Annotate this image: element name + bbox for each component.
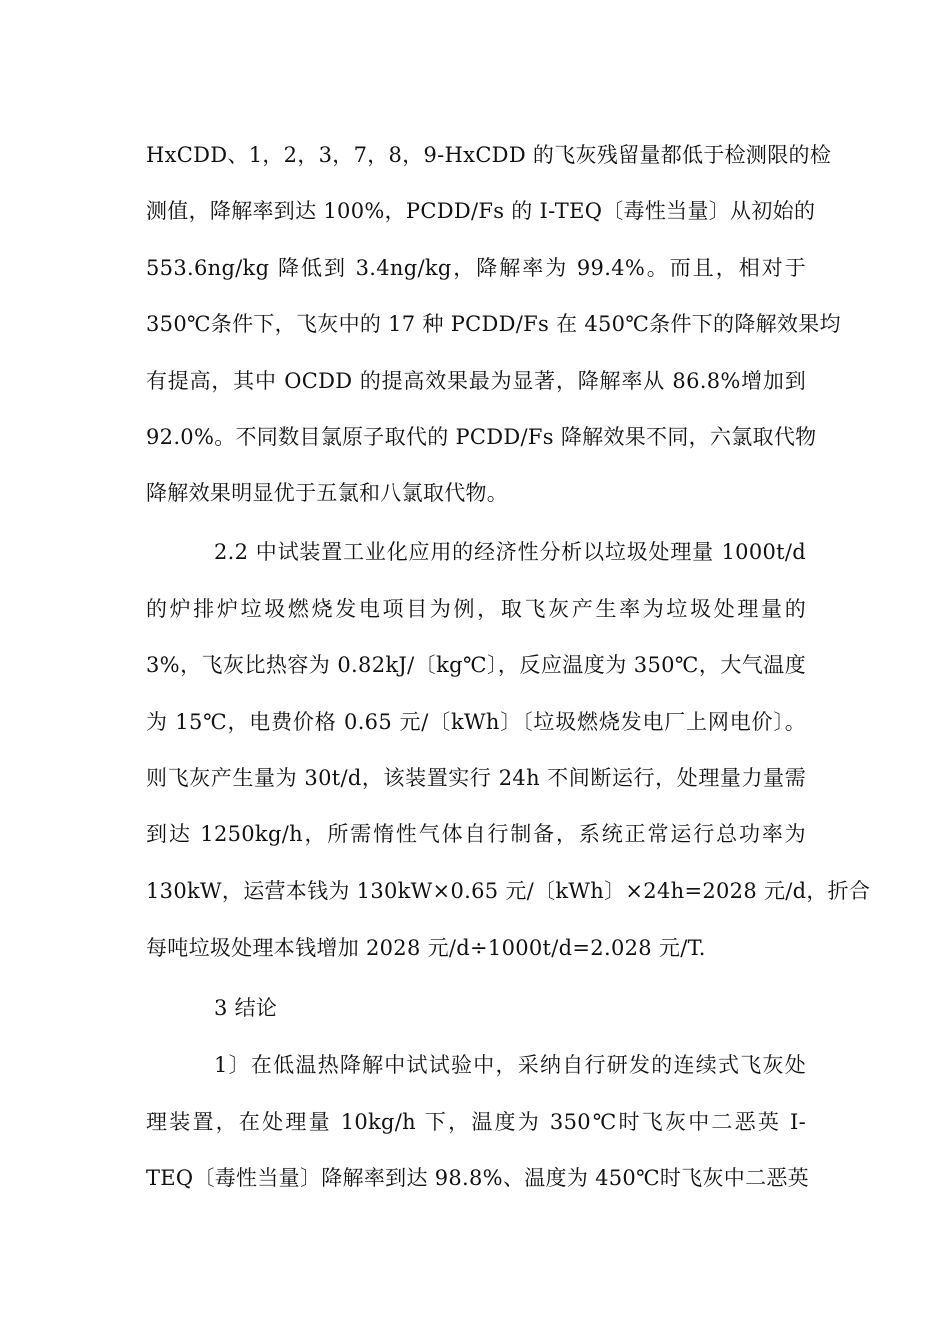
body-text-line: 降解效果明显优于五氯和八氯取代物。 — [146, 481, 509, 505]
body-text-line: 每吨垃圾处理本钱增加 2028 元/d÷1000t/d=2.028 元/T. — [146, 936, 706, 960]
body-text-line: 则飞灰产生量为 30t/d，该装置实行 24h 不间断运行，处理量力量需 — [146, 766, 806, 790]
section-lead-line: 2.2 中试装置工业化应用的经济性分析以垃圾处理量 1000t/d — [214, 540, 806, 564]
body-text-line: 92.0%。不同数目氯原子取代的 PCDD/Fs 降解效果不同，六氯取代物 — [146, 425, 817, 449]
body-text-line: TEQ〔毒性当量〕降解率到达 98.8%、温度为 450℃时飞灰中二恶英 — [146, 1166, 809, 1190]
body-text-line: 测值，降解率到达 100%，PCDD/Fs 的 I-TEQ〔毒性当量〕从初始的 — [146, 199, 816, 223]
body-text-line: 为 15℃，电费价格 0.65 元/〔kWh〕〔垃圾燃烧发电厂上网电价〕。 — [146, 710, 806, 734]
list-item-line: 1〕在低温热降解中试试验中，采纳自行研发的连续式飞灰处 — [214, 1053, 806, 1077]
body-text-line: 理装置，在处理量 10kg/h 下，温度为 350℃时飞灰中二恶英 I- — [146, 1110, 806, 1134]
body-text-line: HxCDD、1，2，3，7，8，9-HxCDD 的飞灰残留量都低于检测限的检 — [146, 143, 832, 167]
body-text-line: 350℃条件下，飞灰中的 17 种 PCDD/Fs 在 450℃条件下的降解效果均 — [146, 312, 841, 336]
body-text-line: 3%，飞灰比热容为 0.82kJ/〔kg℃〕，反应温度为 350℃，大气温度 — [146, 653, 806, 677]
body-text-line: 553.6ng/kg 降低到 3.4ng/kg，降解率为 99.4%。而且，相对于 — [146, 256, 806, 280]
body-text-line: 有提高，其中 OCDD 的提高效果最为显著，降解率从 86.8%增加到 — [146, 369, 806, 393]
section-heading: 3 结论 — [214, 996, 278, 1020]
body-text-line: 130kW，运营本钱为 130kW×0.65 元/〔kWh〕×24h=2028 元/d，折合 — [146, 879, 871, 903]
body-text-line: 的炉排炉垃圾燃烧发电项目为例，取飞灰产生率为垃圾处理量的 — [146, 597, 806, 621]
body-text-line: 到达 1250kg/h，所需惰性气体自行制备，系统正常运行总功率为 — [146, 822, 806, 846]
